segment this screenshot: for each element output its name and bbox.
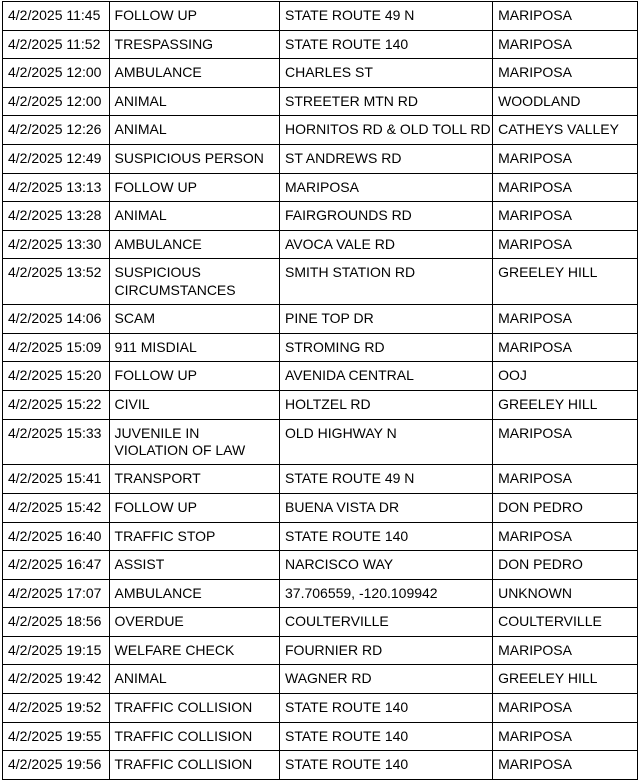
incident-area: DON PEDRO bbox=[498, 556, 583, 573]
incident-location-cell bbox=[280, 173, 493, 202]
incident-time-cell bbox=[3, 116, 110, 145]
incident-location: BUENA VISTA DR bbox=[285, 498, 400, 515]
incident-type-cell bbox=[109, 608, 279, 637]
incident-time: 4/2/2025 11:52 bbox=[8, 35, 101, 52]
incident-area-cell bbox=[493, 144, 638, 173]
table-row bbox=[3, 30, 638, 59]
incident-type-cell bbox=[109, 259, 279, 305]
incident-location-cell bbox=[280, 144, 493, 173]
incident-area: MARIPOSA bbox=[498, 7, 572, 23]
incident-time-cell bbox=[3, 333, 110, 362]
table-row bbox=[3, 333, 638, 362]
incident-location-cell bbox=[280, 419, 493, 465]
incident-location: STATE ROUTE 140 bbox=[285, 756, 409, 773]
table-row bbox=[3, 202, 638, 231]
incident-location: STATE ROUTE 49 N bbox=[285, 7, 415, 23]
incident-type: TRAFFIC STOP bbox=[114, 527, 216, 544]
incident-time-cell bbox=[3, 665, 110, 694]
incident-time: 4/2/2025 11:45 bbox=[8, 7, 101, 23]
incident-time-cell bbox=[3, 493, 110, 522]
incident-type: SCAM bbox=[114, 310, 155, 327]
incident-time: 4/2/2025 12:49 bbox=[8, 149, 102, 166]
incident-area: GREELEY HILL bbox=[498, 264, 598, 281]
incident-location: 37.706559, -120.109942 bbox=[285, 584, 438, 601]
incident-location-cell bbox=[280, 579, 493, 608]
incident-area-cell bbox=[493, 333, 638, 362]
incident-location-cell bbox=[280, 722, 493, 751]
incident-area-cell bbox=[493, 173, 638, 202]
table-row bbox=[3, 694, 638, 723]
incident-type: ANIMAL bbox=[114, 121, 167, 138]
incident-area: MARIPOSA bbox=[498, 178, 572, 195]
incident-time: 4/2/2025 13:30 bbox=[8, 235, 102, 252]
incident-location: STATE ROUTE 49 N bbox=[285, 470, 415, 487]
incident-area-cell bbox=[493, 30, 638, 59]
incident-area: GREELEY HILL bbox=[498, 395, 598, 412]
incident-area: MARIPOSA bbox=[498, 527, 572, 544]
incident-area-cell bbox=[493, 259, 638, 305]
incident-location: HORNITOS RD & OLD TOLL RD bbox=[285, 121, 491, 138]
incident-type: TRESPASSING bbox=[114, 35, 214, 52]
incident-location: FAIRGROUNDS RD bbox=[285, 207, 412, 224]
incident-area-cell bbox=[493, 751, 638, 780]
incident-type-cell bbox=[109, 665, 279, 694]
incident-time-cell bbox=[3, 608, 110, 637]
incident-time-cell bbox=[3, 551, 110, 580]
incident-type-cell bbox=[109, 493, 279, 522]
incident-location: CHARLES ST bbox=[285, 64, 373, 81]
table-row bbox=[3, 230, 638, 259]
incident-area: MARIPOSA bbox=[498, 470, 572, 487]
incident-area-cell bbox=[493, 722, 638, 751]
incident-area-cell bbox=[493, 465, 638, 494]
incident-area: MARIPOSA bbox=[498, 149, 572, 166]
incident-area: MARIPOSA bbox=[498, 424, 572, 441]
incident-type-cell bbox=[109, 694, 279, 723]
incident-location: WAGNER RD bbox=[285, 670, 372, 687]
incident-time-cell bbox=[3, 694, 110, 723]
table-row bbox=[3, 173, 638, 202]
incident-area-cell bbox=[493, 202, 638, 231]
table-row bbox=[3, 59, 638, 88]
incident-area: GREELEY HILL bbox=[498, 670, 598, 687]
incident-type-cell bbox=[109, 333, 279, 362]
incident-type: TRAFFIC COLLISION bbox=[114, 727, 253, 744]
incident-time-cell bbox=[3, 419, 110, 465]
incident-log-table bbox=[2, 1, 638, 780]
incident-location: NARCISCO WAY bbox=[285, 556, 394, 573]
incident-location: SMITH STATION RD bbox=[285, 264, 416, 281]
incident-area-cell bbox=[493, 608, 638, 637]
incident-area: CATHEYS VALLEY bbox=[498, 121, 619, 138]
incident-type-cell bbox=[109, 522, 279, 551]
incident-type-cell bbox=[109, 465, 279, 494]
incident-area: MARIPOSA bbox=[498, 207, 572, 224]
incident-location-cell bbox=[280, 636, 493, 665]
incident-type: AMBULANCE bbox=[114, 64, 202, 81]
incident-type-cell bbox=[109, 202, 279, 231]
incident-time-cell bbox=[3, 202, 110, 231]
incident-location: STATE ROUTE 140 bbox=[285, 35, 409, 52]
incident-type-cell bbox=[109, 87, 279, 116]
incident-type: AMBULANCE bbox=[114, 584, 202, 601]
incident-time: 4/2/2025 15:20 bbox=[8, 367, 102, 384]
incident-type-cell bbox=[109, 2, 279, 31]
incident-location-cell bbox=[280, 362, 493, 391]
incident-type: SUSPICIOUS CIRCUMSTANCES bbox=[114, 264, 236, 298]
incident-time: 4/2/2025 19:42 bbox=[8, 670, 102, 687]
incident-type-cell bbox=[109, 390, 279, 419]
incident-area-cell bbox=[493, 419, 638, 465]
incident-location: COULTERVILLE bbox=[285, 613, 389, 630]
incident-time: 4/2/2025 13:13 bbox=[8, 178, 102, 195]
incident-time-cell bbox=[3, 173, 110, 202]
incident-type-cell bbox=[109, 59, 279, 88]
table-row bbox=[3, 579, 638, 608]
incident-time: 4/2/2025 19:56 bbox=[8, 756, 102, 773]
table-row bbox=[3, 751, 638, 780]
incident-area: MARIPOSA bbox=[498, 641, 572, 658]
incident-type: ANIMAL bbox=[114, 207, 167, 224]
incident-location: STREETER MTN RD bbox=[285, 92, 418, 109]
incident-area: UNKNOWN bbox=[498, 584, 572, 601]
table-row bbox=[3, 665, 638, 694]
incident-location-cell bbox=[280, 551, 493, 580]
incident-location: STATE ROUTE 140 bbox=[285, 727, 409, 744]
incident-time: 4/2/2025 15:33 bbox=[8, 424, 102, 441]
incident-type-cell bbox=[109, 551, 279, 580]
table-row bbox=[3, 522, 638, 551]
incident-area-cell bbox=[493, 59, 638, 88]
table-row bbox=[3, 419, 638, 465]
incident-time: 4/2/2025 19:52 bbox=[8, 699, 102, 716]
incident-time-cell bbox=[3, 579, 110, 608]
incident-time: 4/2/2025 16:47 bbox=[8, 556, 102, 573]
incident-type-cell bbox=[109, 419, 279, 465]
incident-area: MARIPOSA bbox=[498, 727, 572, 744]
incident-time: 4/2/2025 12:00 bbox=[8, 64, 102, 81]
incident-time-cell bbox=[3, 305, 110, 334]
incident-area: COULTERVILLE bbox=[498, 613, 602, 630]
incident-area: OOJ bbox=[498, 367, 527, 384]
incident-location-cell bbox=[280, 694, 493, 723]
incident-time-cell bbox=[3, 465, 110, 494]
incident-location: AVENIDA CENTRAL bbox=[285, 367, 414, 384]
incident-type: ANIMAL bbox=[114, 670, 167, 687]
incident-location-cell bbox=[280, 390, 493, 419]
incident-time-cell bbox=[3, 722, 110, 751]
incident-time-cell bbox=[3, 259, 110, 305]
table-row bbox=[3, 362, 638, 391]
incident-type-cell bbox=[109, 636, 279, 665]
incident-time: 4/2/2025 17:07 bbox=[8, 584, 102, 601]
table-row bbox=[3, 465, 638, 494]
incident-time-cell bbox=[3, 522, 110, 551]
incident-type: TRAFFIC COLLISION bbox=[114, 756, 253, 773]
table-row bbox=[3, 722, 638, 751]
table-row bbox=[3, 608, 638, 637]
incident-type-cell bbox=[109, 144, 279, 173]
incident-location: PINE TOP DR bbox=[285, 310, 374, 327]
incident-area-cell bbox=[493, 694, 638, 723]
incident-time-cell bbox=[3, 390, 110, 419]
incident-location-cell bbox=[280, 87, 493, 116]
incident-location-cell bbox=[280, 465, 493, 494]
table-row bbox=[3, 87, 638, 116]
incident-time: 4/2/2025 15:09 bbox=[8, 338, 102, 355]
incident-location-cell bbox=[280, 59, 493, 88]
incident-location-cell bbox=[280, 202, 493, 231]
incident-area-cell bbox=[493, 2, 638, 31]
incident-type: TRAFFIC COLLISION bbox=[114, 699, 253, 716]
incident-time-cell bbox=[3, 59, 110, 88]
incident-location-cell bbox=[280, 2, 493, 31]
incident-location-cell bbox=[280, 259, 493, 305]
incident-type-cell bbox=[109, 305, 279, 334]
incident-time: 4/2/2025 16:40 bbox=[8, 527, 102, 544]
incident-location: MARIPOSA bbox=[285, 178, 359, 195]
incident-type: SUSPICIOUS PERSON bbox=[114, 149, 264, 166]
incident-type-cell bbox=[109, 30, 279, 59]
incident-location: FOURNIER RD bbox=[285, 641, 383, 658]
incident-time: 4/2/2025 15:22 bbox=[8, 395, 102, 412]
incident-time-cell bbox=[3, 230, 110, 259]
incident-time-cell bbox=[3, 362, 110, 391]
table-row bbox=[3, 390, 638, 419]
table-row bbox=[3, 259, 638, 305]
table-row bbox=[3, 116, 638, 145]
incident-area-cell bbox=[493, 551, 638, 580]
incident-location-cell bbox=[280, 522, 493, 551]
incident-location: ST ANDREWS RD bbox=[285, 149, 402, 166]
incident-type-cell bbox=[109, 722, 279, 751]
incident-time: 4/2/2025 18:56 bbox=[8, 613, 102, 630]
incident-area: DON PEDRO bbox=[498, 498, 583, 515]
incident-area: MARIPOSA bbox=[498, 310, 572, 327]
incident-time: 4/2/2025 12:26 bbox=[8, 121, 102, 138]
incident-time-cell bbox=[3, 87, 110, 116]
incident-location-cell bbox=[280, 493, 493, 522]
incident-type: OVERDUE bbox=[114, 613, 184, 630]
incident-area: MARIPOSA bbox=[498, 35, 572, 52]
incident-location: STATE ROUTE 140 bbox=[285, 527, 409, 544]
incident-area: MARIPOSA bbox=[498, 235, 572, 252]
incident-type: JUVENILE IN VIOLATION OF LAW bbox=[114, 424, 246, 459]
incident-time-cell bbox=[3, 751, 110, 780]
incident-time-cell bbox=[3, 144, 110, 173]
incident-type-cell bbox=[109, 362, 279, 391]
incident-location-cell bbox=[280, 333, 493, 362]
incident-area: MARIPOSA bbox=[498, 756, 572, 773]
incident-type: ANIMAL bbox=[114, 92, 167, 109]
incident-type-cell bbox=[109, 116, 279, 145]
table-row bbox=[3, 305, 638, 334]
incident-location-cell bbox=[280, 305, 493, 334]
incident-log-body bbox=[3, 2, 638, 780]
incident-location: STROMING RD bbox=[285, 338, 385, 355]
incident-area: MARIPOSA bbox=[498, 64, 572, 81]
table-row bbox=[3, 551, 638, 580]
incident-time-cell bbox=[3, 2, 110, 31]
table-row bbox=[3, 144, 638, 173]
incident-type: FOLLOW UP bbox=[114, 7, 197, 23]
incident-type: FOLLOW UP bbox=[114, 498, 197, 515]
incident-location: HOLTZEL RD bbox=[285, 395, 371, 412]
incident-location: OLD HIGHWAY N bbox=[285, 424, 397, 441]
incident-location-cell bbox=[280, 751, 493, 780]
incident-type: 911 MISDIAL bbox=[114, 338, 197, 355]
incident-type: FOLLOW UP bbox=[114, 367, 197, 384]
incident-time-cell bbox=[3, 636, 110, 665]
table-row bbox=[3, 636, 638, 665]
incident-area-cell bbox=[493, 390, 638, 419]
incident-area: WOODLAND bbox=[498, 92, 581, 109]
incident-time: 4/2/2025 19:55 bbox=[8, 727, 102, 744]
incident-area-cell bbox=[493, 522, 638, 551]
incident-area: MARIPOSA bbox=[498, 699, 572, 716]
incident-area-cell bbox=[493, 305, 638, 334]
incident-location: STATE ROUTE 140 bbox=[285, 699, 409, 716]
incident-area-cell bbox=[493, 665, 638, 694]
incident-time: 4/2/2025 13:52 bbox=[8, 264, 102, 281]
incident-area-cell bbox=[493, 116, 638, 145]
incident-location-cell bbox=[280, 608, 493, 637]
incident-location-cell bbox=[280, 30, 493, 59]
incident-type-cell bbox=[109, 579, 279, 608]
incident-time: 4/2/2025 19:15 bbox=[8, 641, 102, 658]
incident-type-cell bbox=[109, 751, 279, 780]
incident-time: 4/2/2025 15:42 bbox=[8, 498, 102, 515]
incident-type: WELFARE CHECK bbox=[114, 641, 235, 658]
incident-type-cell bbox=[109, 173, 279, 202]
incident-type-cell bbox=[109, 230, 279, 259]
incident-time: 4/2/2025 15:41 bbox=[8, 470, 102, 487]
incident-location: AVOCA VALE RD bbox=[285, 235, 395, 252]
incident-area: MARIPOSA bbox=[498, 338, 572, 355]
incident-area-cell bbox=[493, 579, 638, 608]
table-row bbox=[3, 493, 638, 522]
incident-type: TRANSPORT bbox=[114, 470, 201, 487]
incident-location-cell bbox=[280, 116, 493, 145]
incident-time: 4/2/2025 14:06 bbox=[8, 310, 102, 327]
table-row bbox=[3, 2, 638, 31]
incident-time: 4/2/2025 13:28 bbox=[8, 207, 102, 224]
incident-type: FOLLOW UP bbox=[114, 178, 197, 195]
incident-area-cell bbox=[493, 636, 638, 665]
incident-area-cell bbox=[493, 362, 638, 391]
incident-area-cell bbox=[493, 230, 638, 259]
incident-area-cell bbox=[493, 87, 638, 116]
incident-time-cell bbox=[3, 30, 110, 59]
incident-type: ASSIST bbox=[114, 556, 165, 573]
incident-location-cell bbox=[280, 665, 493, 694]
incident-area-cell bbox=[493, 493, 638, 522]
incident-time: 4/2/2025 12:00 bbox=[8, 92, 102, 109]
incident-type: CIVIL bbox=[114, 395, 150, 412]
incident-location-cell bbox=[280, 230, 493, 259]
incident-type: AMBULANCE bbox=[114, 235, 202, 252]
